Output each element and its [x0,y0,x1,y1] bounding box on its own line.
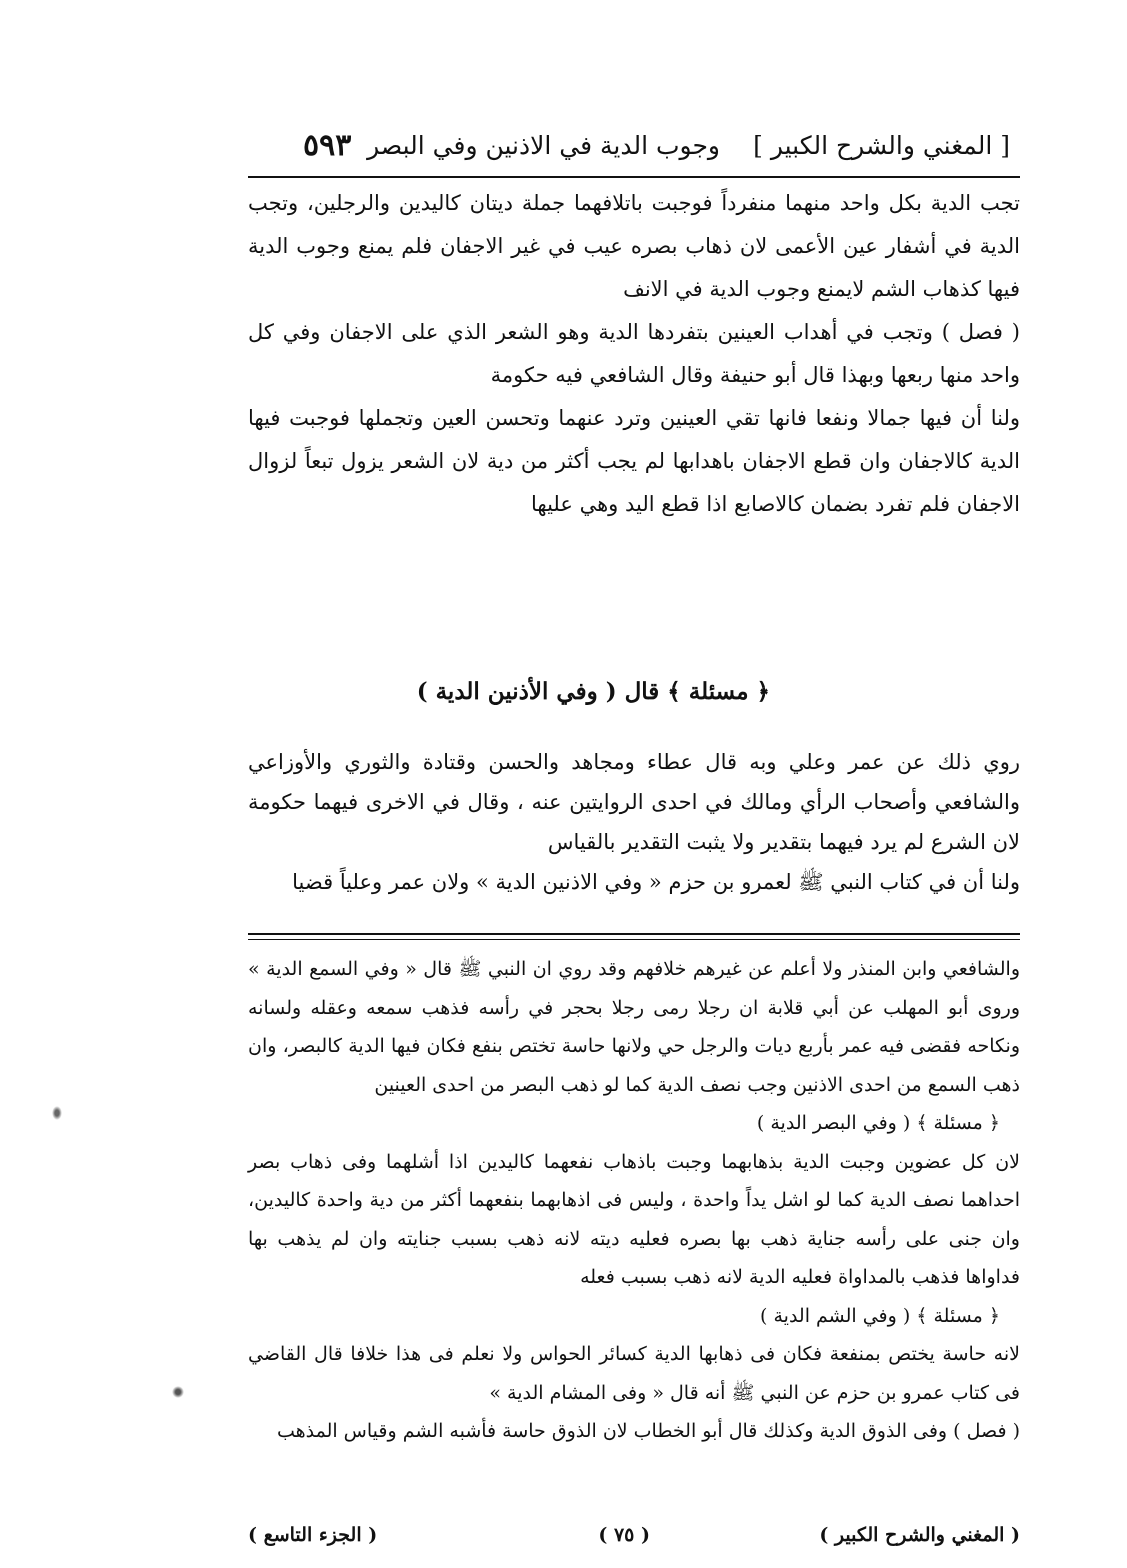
footer-book-title: ( المغني والشرح الكبير ) [819,1524,1020,1546]
commentary-text [248,950,1020,1451]
paragraph: روي ذلك عن عمر وعلي وبه قال عطاء ومجاهد والحسن وقتادة والثوري والأوزاعي والشافعي وأصحاب الرأي ومالك في احدى الروايتين عنه ، وقال في الاخرى فيهما حكومة لان الشرع لم يرد فيهما بتقدير ولا يثبت التقدير بالقياس [248,750,1020,854]
paragraph: والشافعي وابن المنذر ولا أعلم عن غيرهم خلافهم وقد روي ان النبي ﷺ قال « وفي السمع الدية » وروى أبو المهلب عن أبي قلابة ان رجلا رمى رجلا بحجر في رأسه فذهب سمعه وعقله ولسانه ونكاحه فقضى فيه عمر بأربع ديات والرجل حي ولانها حاسة تختص بنفع فكان فيها الدية كالبصر، وان ذهب السمع من احدى الاذنين وجب نصف الدية كما لو ذهب البصر من احدى العينين [248,958,1020,1096]
paragraph: لانه حاسة يختص بمنفعة فكان فى ذهابها الدية كسائر الحواس ولا نعلم فى هذا خلافا قال القاضي فى كتاب عمرو بن حزم عن النبي ﷺ أنه قال « وفى المشام الدية » [248,1343,1020,1404]
footer-volume: ( الجزء التاسع ) [248,1524,378,1546]
paragraph: ولنا أن فيها جمالا ونفعا فانها تقي العينين وترد عنهما وتحسن العين وتجملها فوجبت فيها الدية كالاجفان وان قطع الاجفان باهدابها لم يجب أكثر من دية لان الشعر يزول تبعاً لزوال الاجفان فلم تفرد بضمان كالاصابع اذا قطع اليد وهي عليها [248,406,1020,516]
section-title: وجوب الدية في الاذنين وفي البصر [367,131,720,160]
paragraph: ولنا أن في كتاب النبي ﷺ لعمرو بن حزم « وفي الاذنين الدية » ولان عمر وعلياً قضيا [292,870,1020,894]
page-speck [172,1386,184,1398]
issue-heading: ﴿ مسئلة ﴾ قال ( وفي الأذنين الدية ) [416,678,770,705]
issue-heading: ﴿ مسئلة ﴾ ( وفي الشم الدية ) [760,1304,1000,1327]
book-page [248,110,1020,1546]
paragraph: تجب الدية بكل واحد منهما منفرداً فوجبت باتلافهما جملة ديتان كاليدين والرجلين، وتجب الدية في أشفار عين الأعمى لان ذهاب بصره عيب في غير الاجفان فلم يمنع وجوب الدية فيها كذهاب الشم لايمنع وجوب الدية في الانف [248,191,1020,301]
book-title: [ المغني والشرح الكبير ] [753,131,1010,160]
section-divider [248,933,1020,935]
main-text-bottom [248,742,1020,902]
page-footer [248,1518,1020,1552]
paragraph: لان كل عضوين وجبت الدية بذهابهما وجبت باذهاب نفعهما كاليدين اذا أشلهما وفى ذهاب بصر احداهما نصف الدية كما لو اشل يداً واحدة ، وليس فى اذهابهما بنفعهما أكثر من دية واحدة كاليدين، وان جنى على رأسه جناية ذهب بها بصره فعليه ديته لانه ذهب بسبب جنايته وان لم يذهب بها فداواها فذهب بالمداواة فعليه الدية لانه ذهب بسبب فعله [248,1150,1020,1288]
header-divider [248,176,1020,178]
paragraph: ( فصل ) وفى الذوق الدية وكذلك قال أبو الخطاب لان الذوق حاسة فأشبه الشم وقياس المذهب [276,1420,1020,1442]
section-divider [248,939,1020,940]
paragraph: ( فصل ) وتجب في أهداب العينين بتفردها الدية وهو الشعر الذي على الاجفان وفي كل واحد منها ربعها وبهذا قال أبو حنيفة وقال الشافعي فيه حكومة [248,320,1020,387]
main-text-top [248,182,1020,526]
issue-heading: ﴿ مسئلة ﴾ ( وفي البصر الدية ) [756,1112,1000,1134]
footer-signature-number: ( ٧٥ ) [598,1524,650,1546]
page-speck [52,1106,62,1120]
page-number: ٥٩٣ [303,128,352,163]
running-header [248,120,1020,172]
